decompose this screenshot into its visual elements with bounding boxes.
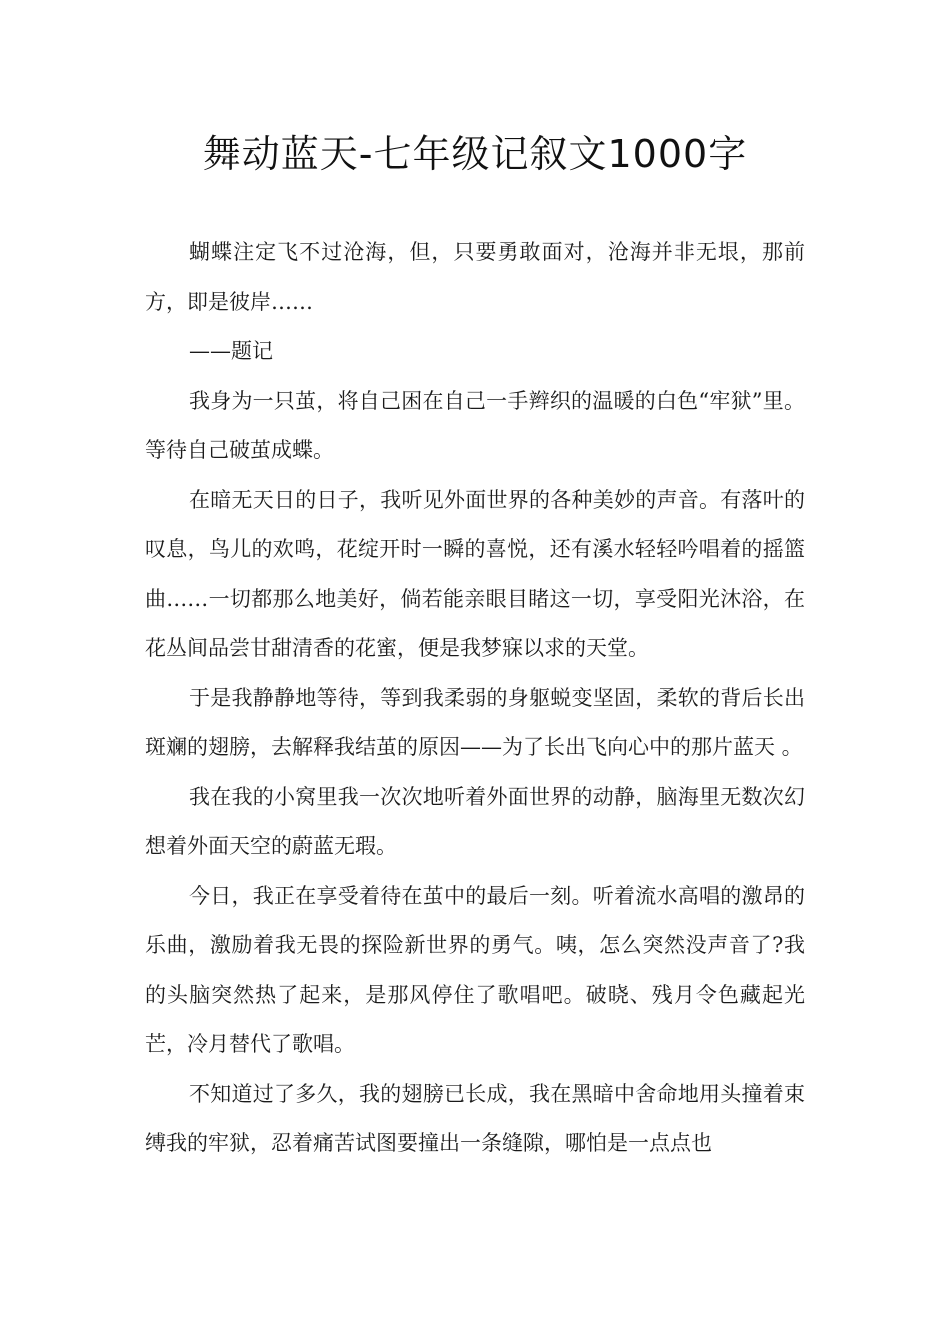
paragraph: 我在我的小窝里我一次次地听着外面世界的动静，脑海里无数次幻想着外面天空的蔚蓝无瑕。 bbox=[145, 784, 805, 858]
paragraph: 今日，我正在享受着待在茧中的最后一刻。听着流水高唱的激昂的乐曲，激励着我无畏的探险新世界的勇气。咦，怎么突然没声音了?我的头脑突然热了起来，是那风停住了歌唱吧。破晓、残月令色藏起光芒，冷月替代了歌唱。 bbox=[145, 883, 805, 1056]
paragraph-epigraph: 蝴蝶注定飞不过沧海，但，只要勇敢面对，沧海并非无垠，那前方，即是彼岸…… bbox=[145, 240, 805, 314]
paragraph: 我身为一只茧，将自己困在自己一手辫织的温暖的白色“牢狱”里。等待自己破茧成蝶。 bbox=[145, 388, 805, 462]
paragraph: 于是我静静地等待，等到我柔弱的身躯蜕变坚固，柔软的背后长出斑斓的翅膀，去解释我结茧的原因——为了长出飞向心中的那片蓝天 。 bbox=[145, 685, 805, 759]
paragraph: 在暗无天日的日子，我听见外面世界的各种美妙的声音。有落叶的叹息，鸟儿的欢鸣，花绽开时一瞬的喜悦，还有溪水轻轻吟唱着的摇篮曲……一切都那么地美好，倘若能亲眼目睹这一切，享受阳光沐浴，在花丛间品尝甘甜清香的花蜜，便是我梦寐以求的天堂。 bbox=[145, 487, 805, 660]
paragraph-epigraph-label: ——题记 bbox=[189, 339, 273, 363]
document-body bbox=[145, 228, 805, 1169]
document-title: 舞动蓝天-七年级记叙文1000字 bbox=[202, 132, 748, 176]
paragraph: 不知道过了多久，我的翅膀已长成，我在黑暗中舍命地用头撞着束缚我的牢狱，忍着痛苦试图要撞出一条缝隙，哪怕是一点点也 bbox=[145, 1081, 805, 1155]
